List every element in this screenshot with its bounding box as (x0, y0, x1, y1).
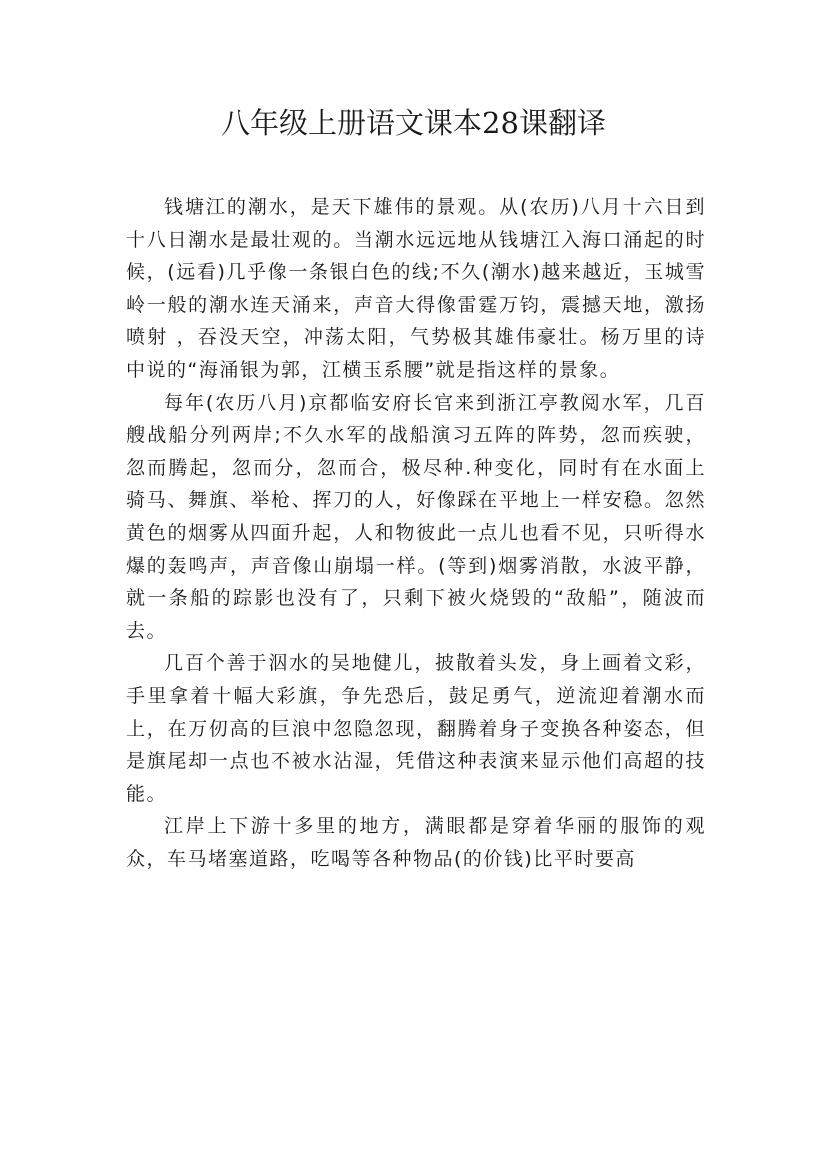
paragraph-2: 每年(农历八月)京都临安府长官来到浙江亭教阅水军，几百艘战船分列两岸;不久水军的战船演习五阵的阵势，忽而疾驶，忽而腾起，忽而分，忽而合，极尽种.种变化，同时有在水面上骑马、舞旗、举枪、挥刀的人，好像踩在平地上一样安稳。忽然黄色的烟雾从四面升起，人和物彼此一点儿也看不见，只听得水爆的轰鸣声，声音像山崩塌一样。(等到)烟雾消散，水波平静，就一条船的踪影也没有了，只剩下被火烧毁的“敌船”，随波而去。 (126, 391, 706, 642)
paragraph-3: 几百个善于泅水的吴地健儿，披散着头发，身上画着文彩，手里拿着十幅大彩旗，争先恐后，鼓足勇气，逆流迎着潮水而上，在万仞高的巨浪中忽隐忽现，翻腾着身子变换各种姿态，但是旗尾却一点也不被水沾湿，凭借这种表演来显示他们高超的技能。 (126, 652, 706, 805)
document-body (126, 191, 706, 875)
paragraph-1: 钱塘江的潮水，是天下雄伟的景观。从(农历)八月十六日到十八日潮水是最壮观的。当潮水远远地从钱塘江入海口涌起的时候，(远看)几乎像一条银白色的线;不久(潮水)越来越近，玉城雪岭一般的潮水连天涌来，声音大得像雷霆万钧，震撼天地，激扬喷射 ，吞没天空，冲荡太阳，气势极其雄伟豪壮。杨万里的诗中说的“海涌银为郭，江横玉系腰”就是指这样的景象。 (126, 196, 706, 381)
paragraph-4: 江岸上下游十多里的地方，满眼都是穿着华丽的服饰的观众，车马堵塞道路，吃喝等各种物品(的价钱)比平时要高 (126, 815, 706, 870)
document-title: 八年级上册语文课本28课翻译 (221, 106, 606, 140)
